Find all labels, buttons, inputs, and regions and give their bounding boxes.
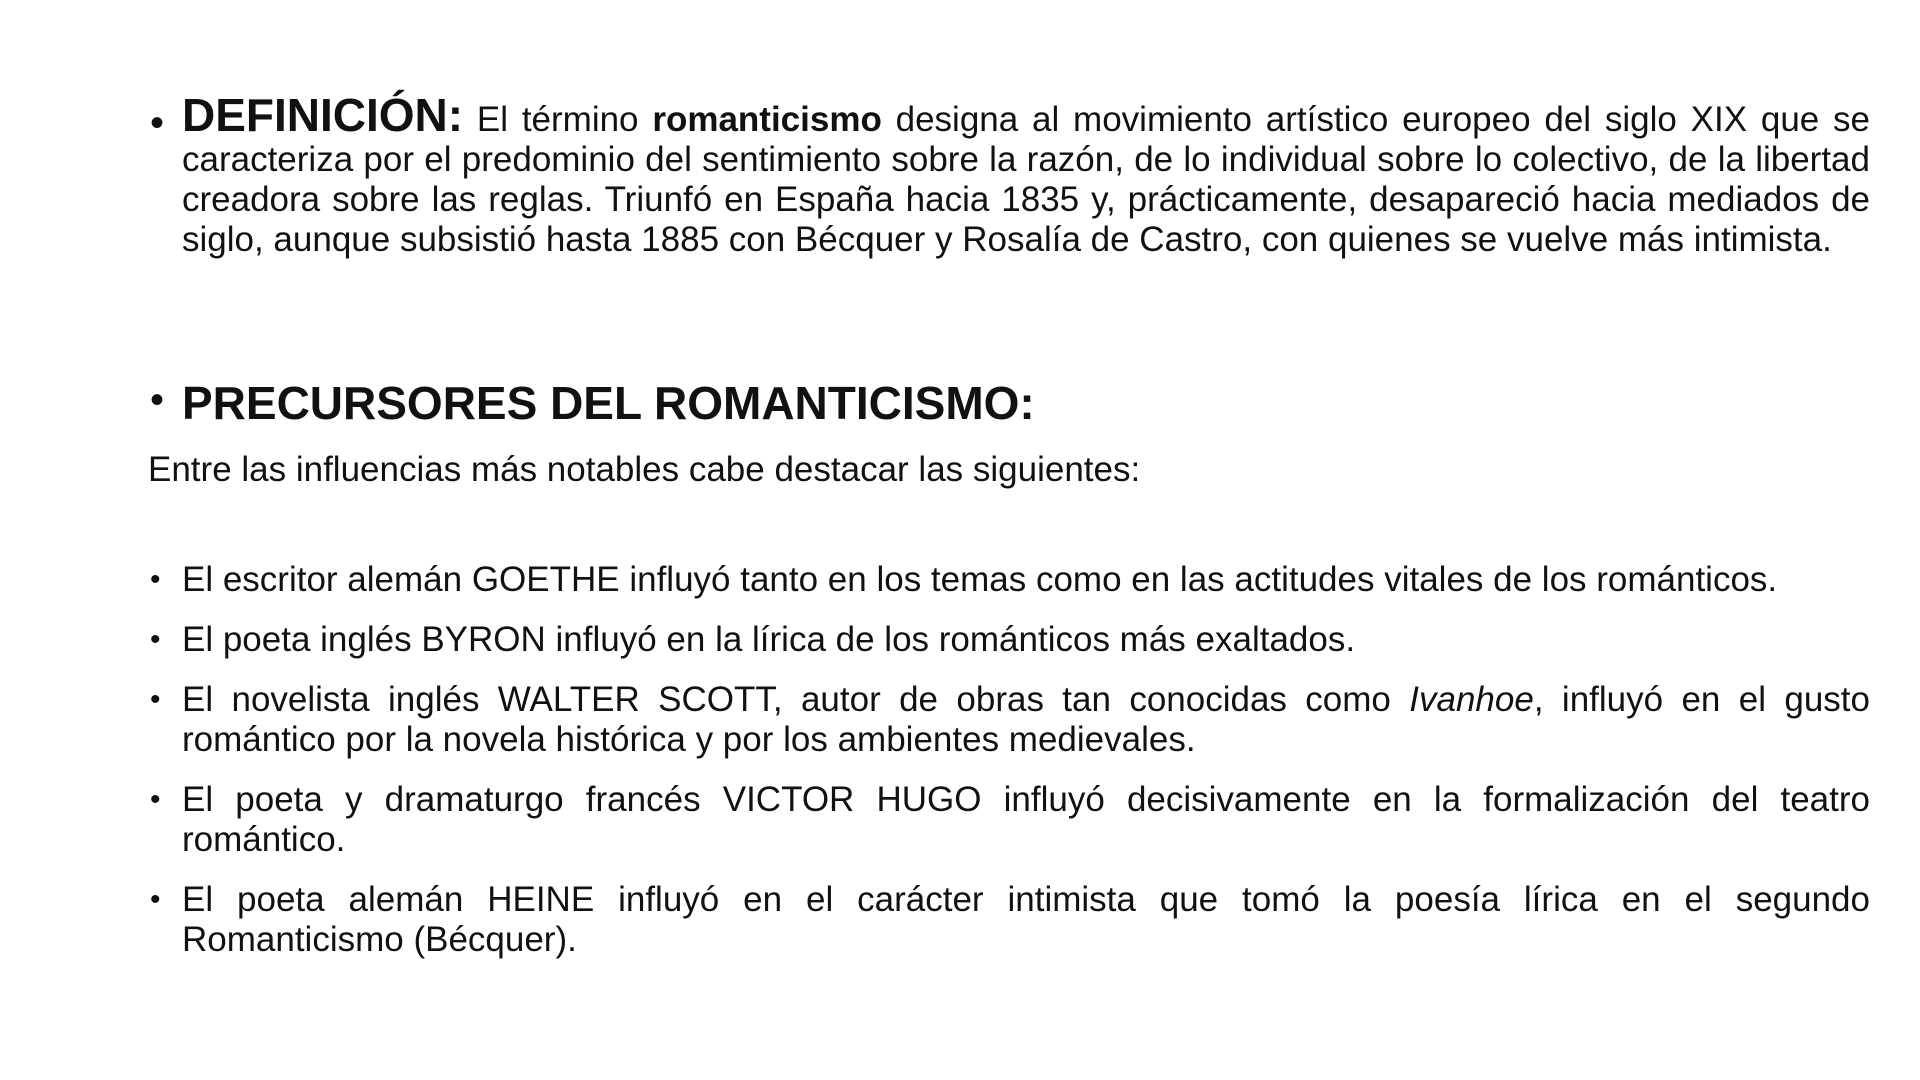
precursors-list bbox=[150, 560, 1870, 980]
definition-section bbox=[150, 89, 1871, 260]
definition-text-before: El término bbox=[463, 100, 653, 139]
list-item bbox=[150, 880, 1870, 960]
definition-paragraph bbox=[150, 89, 1871, 260]
list-item-text-after: , influyó en el gusto romántico por la novela histórica y por los ambientes medievales. bbox=[182, 680, 1870, 759]
list-item-text: El escritor alemán GOETHE influyó tanto en los temas como en las actitudes vitales de los románticos. bbox=[182, 560, 1778, 599]
list-item bbox=[150, 560, 1870, 600]
list-item-text: El poeta alemán HEINE influyó en el carácter intimista que tomó la poesía lírica en el segundo Romanticismo (Bécquer). bbox=[182, 880, 1870, 959]
bullet-icon: • bbox=[150, 101, 165, 145]
bullet-icon: • bbox=[150, 623, 161, 656]
list-item-text: El poeta y dramaturgo francés VICTOR HUGO influyó decisivamente en la formalización del teatro romántico. bbox=[182, 780, 1870, 859]
precursors-intro: Entre las influencias más notables cabe destacar las siguientes: bbox=[148, 450, 1141, 489]
definition-text-after: designa al movimiento artístico europeo del siglo XIX que se caracteriza por el predominio del sentimiento sobre la razón, de lo individual sobre lo colectivo, de la libertad creadora sobre las reglas. Triunfó en España hacia 1835 y, prácticamente, desapareció hacia mediados de siglo, aunque subsistió hasta 1885 con Bécquer y Rosalía de Castro, con quienes se vuelve más intimista. bbox=[182, 100, 1871, 259]
definition-term: DEFINICIÓN: bbox=[182, 89, 464, 141]
bullet-icon: • bbox=[150, 783, 161, 816]
bullet-icon: • bbox=[150, 883, 161, 916]
list-item bbox=[150, 680, 1870, 760]
definition-keyword: romanticismo bbox=[652, 100, 882, 139]
precursors-heading-row bbox=[150, 378, 1870, 433]
list-item bbox=[150, 780, 1870, 860]
bullet-icon: • bbox=[150, 683, 161, 716]
list-item-text: El poeta inglés BYRON influyó en la lírica de los románticos más exaltados. bbox=[182, 620, 1356, 659]
precursors-heading: PRECURSORES DEL ROMANTICISMO: bbox=[182, 377, 1035, 429]
list-item bbox=[150, 620, 1870, 660]
precursors-section bbox=[150, 378, 1870, 433]
list-item-text-before: El novelista inglés WALTER SCOTT, autor de obras tan conocidas como bbox=[182, 680, 1410, 719]
bullet-icon: • bbox=[150, 378, 165, 422]
bullet-icon: • bbox=[150, 563, 161, 596]
list-item-work-title: Ivanhoe bbox=[1409, 680, 1534, 719]
